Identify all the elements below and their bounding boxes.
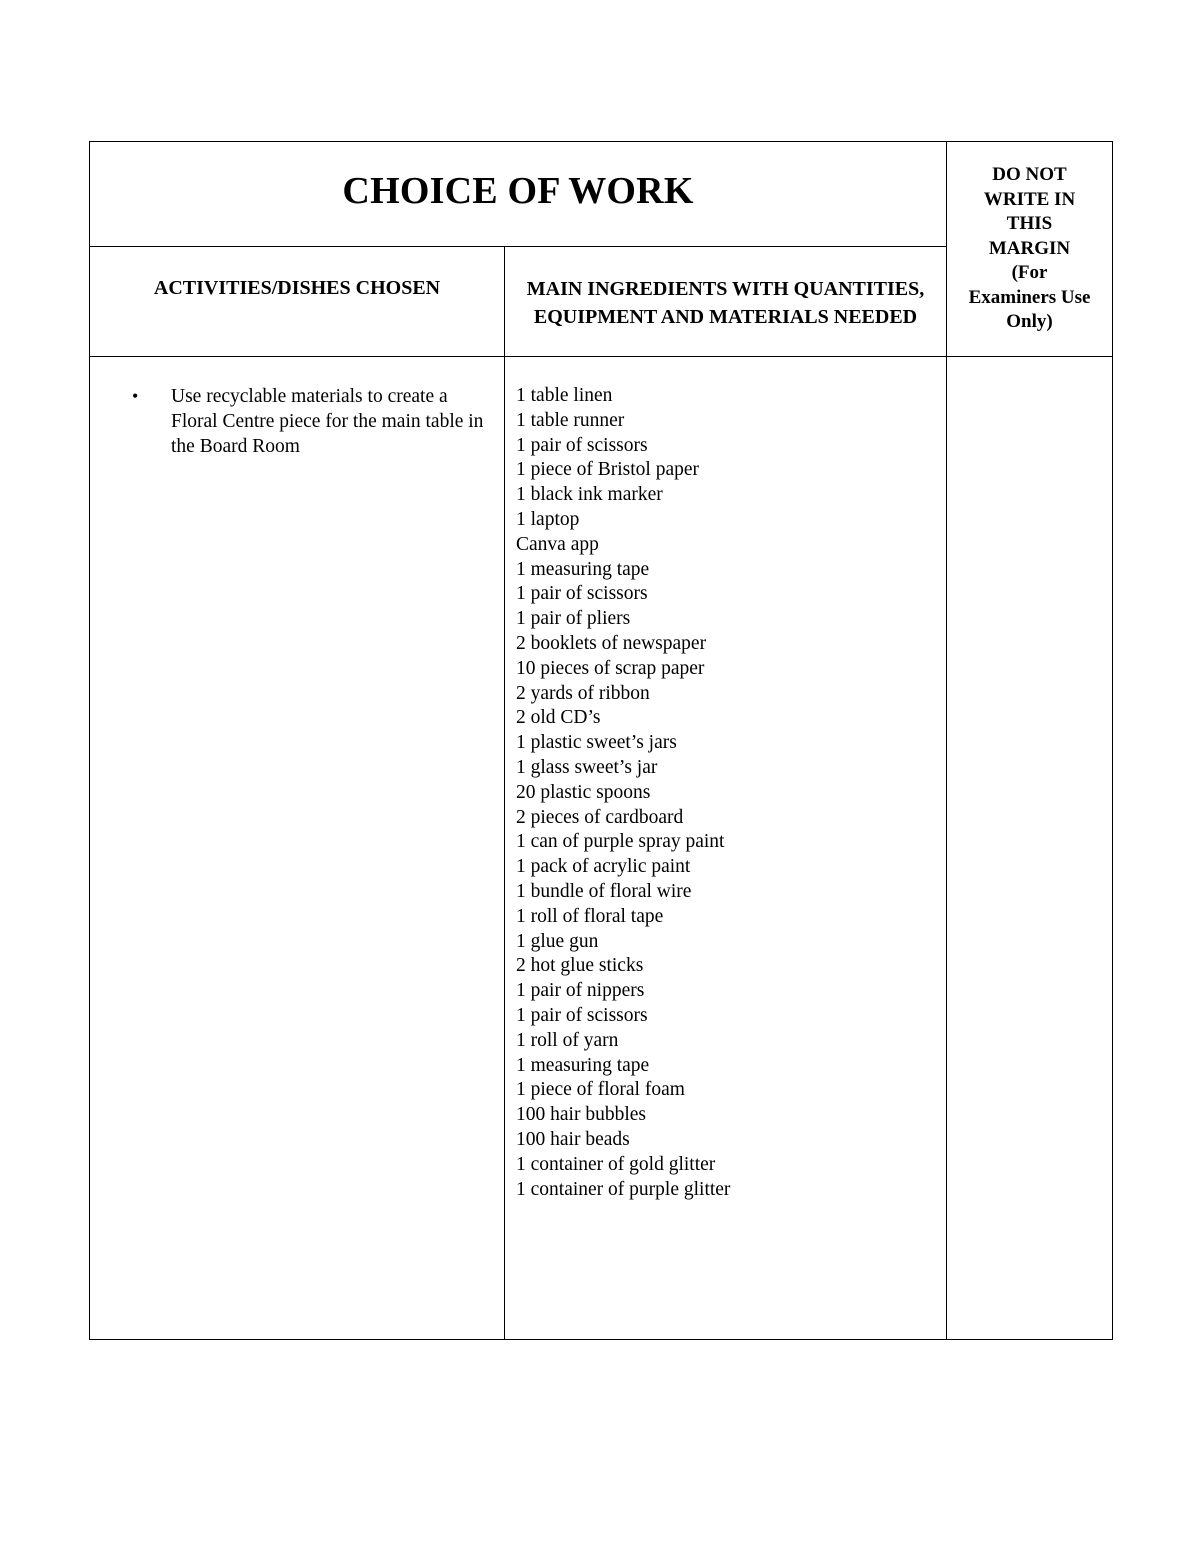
activity-item [132, 384, 484, 459]
material-item: 1 roll of yarn [516, 1029, 619, 1051]
material-item: 1 pair of pliers [516, 608, 631, 630]
material-item: 1 roll of floral tape [516, 905, 664, 927]
margin-note-line: Only) [1006, 311, 1053, 333]
material-item: 1 black ink marker [516, 484, 663, 506]
material-item: 1 glue gun [516, 930, 599, 952]
margin-note-line: THIS [1006, 213, 1053, 235]
materials-header-cell [505, 247, 947, 357]
material-item: 10 pieces of scrap paper [516, 657, 705, 679]
margin-note-line: Examiners Use [968, 286, 1091, 308]
margin-note-line: MARGIN [988, 237, 1071, 259]
activities-header: ACTIVITIES/DISHES CHOSEN [153, 277, 441, 299]
title-cell [90, 142, 947, 247]
material-item: 2 hot glue sticks [516, 955, 644, 977]
material-item: 1 can of purple spray paint [516, 831, 725, 853]
material-item: 100 hair beads [516, 1128, 630, 1150]
margin-note-line: (For [1011, 262, 1048, 284]
activity-text: Use recyclable materials to create a Floral Centre piece for the main table in the Board Room [171, 386, 484, 457]
material-item: 1 pair of scissors [516, 434, 648, 456]
material-item: 2 pieces of cardboard [516, 806, 684, 828]
material-item: 2 yards of ribbon [516, 682, 650, 704]
material-item: 1 bundle of floral wire [516, 880, 692, 902]
examiner-margin-header [947, 142, 1113, 357]
material-item: 1 piece of floral foam [516, 1079, 685, 1101]
material-item: 1 laptop [516, 508, 580, 530]
material-item: 1 pair of scissors [516, 583, 648, 605]
form-title: CHOICE OF WORK [342, 170, 694, 212]
material-item: 20 plastic spoons [516, 781, 651, 803]
choice-of-work-table [89, 141, 1113, 1340]
activities-cell [90, 357, 505, 1340]
material-item: 1 glass sweet’s jar [516, 756, 658, 778]
material-item: 2 booklets of newspaper [516, 632, 707, 654]
materials-header: MAIN INGREDIENTS WITH QUANTITIES, EQUIPMENT AND MATERIALS NEEDED [526, 278, 925, 328]
material-item: 1 piece of Bristol paper [516, 459, 700, 481]
material-item: Canva app [516, 533, 599, 555]
material-item: 1 measuring tape [516, 1054, 650, 1076]
material-item: 1 pair of scissors [516, 1004, 648, 1026]
materials-list [505, 357, 946, 1202]
material-item: 1 table runner [516, 409, 625, 431]
activities-list [90, 357, 504, 459]
margin-note [951, 163, 1108, 335]
examiner-margin-cell [947, 357, 1113, 1340]
margin-note-line: WRITE IN [983, 188, 1076, 210]
material-item: 1 container of gold glitter [516, 1153, 716, 1175]
material-item: 1 measuring tape [516, 558, 650, 580]
margin-note-line: DO NOT [992, 164, 1067, 186]
material-item: 1 table linen [516, 385, 613, 406]
material-item: 2 old CD’s [516, 707, 601, 729]
materials-cell [505, 357, 947, 1340]
material-item: 1 pair of nippers [516, 980, 645, 1002]
material-item: 1 plastic sweet’s jars [516, 732, 677, 754]
material-item: 1 pack of acrylic paint [516, 856, 691, 878]
activities-header-cell [90, 247, 505, 357]
bullet-icon: • [132, 386, 139, 406]
material-item: 1 container of purple glitter [516, 1178, 731, 1200]
material-item: 100 hair bubbles [516, 1104, 646, 1126]
